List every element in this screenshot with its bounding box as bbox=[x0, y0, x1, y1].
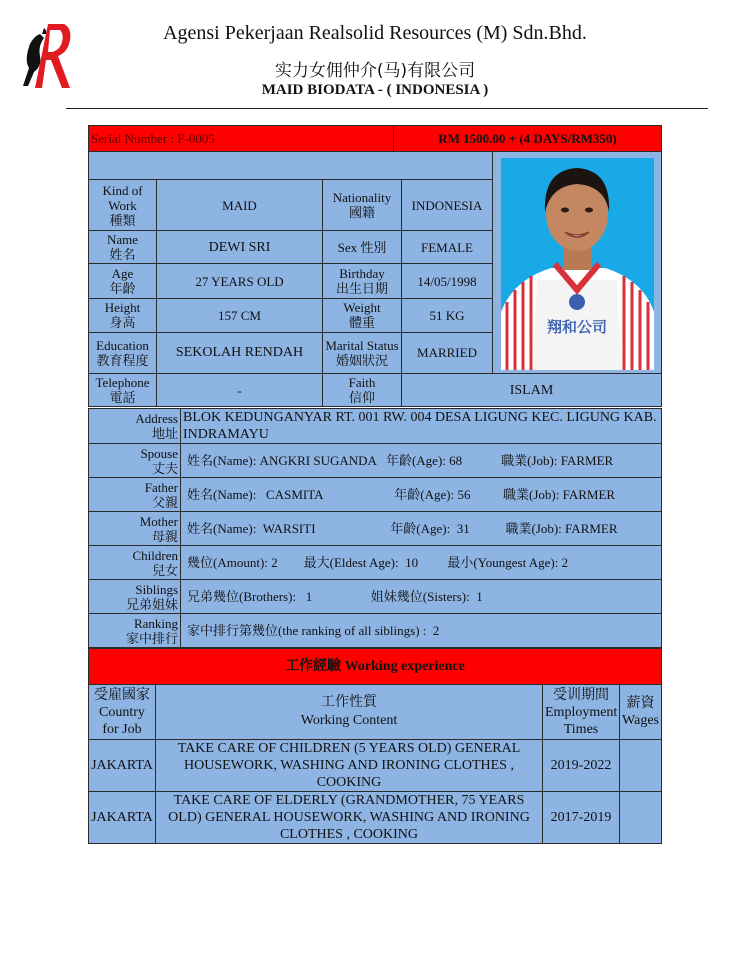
children-value: 幾位(Amount): 2 最大(Eldest Age): 10 最小(Youngest Age): 2 bbox=[181, 546, 662, 580]
telephone-label: Telephone 電話 bbox=[89, 374, 157, 407]
siblings-label: Siblings 兄弟姐妹 bbox=[89, 580, 181, 614]
experience-table bbox=[88, 648, 662, 844]
experience-country: JAKARTA bbox=[89, 740, 156, 792]
sex-value: FEMALE bbox=[402, 231, 493, 264]
siblings-value: 兄弟幾位(Brothers): 1 姐妹幾位(Sisters): 1 bbox=[181, 580, 662, 614]
header-employment-times: 受训期間 Employment Times bbox=[543, 685, 620, 740]
weight-label: Weight 體重 bbox=[323, 298, 402, 332]
serial-bar bbox=[88, 125, 662, 152]
children-label: Children 兒女 bbox=[89, 546, 181, 580]
apron-logo-text: 翔和公司 bbox=[546, 318, 608, 336]
experience-title: 工作經驗 Working experience bbox=[89, 649, 662, 685]
experience-row bbox=[89, 740, 662, 792]
address-label: Address 地址 bbox=[89, 409, 181, 444]
spouse-value: 姓名(Name): ANGKRI SUGANDA 年齡(Age): 68 職業(Job): FARMER bbox=[181, 444, 662, 478]
document-title: MAID BIODATA - ( INDONESIA ) bbox=[261, 82, 489, 98]
header-working-content: 工作性質 Working Content bbox=[156, 685, 543, 740]
experience-country: JAKARTA bbox=[89, 792, 156, 844]
profile-blank-row bbox=[89, 152, 493, 180]
experience-row bbox=[89, 792, 662, 844]
price: RM 1500.00 + (4 DAYS/RM350) bbox=[394, 126, 662, 152]
faith-label: Faith 信仰 bbox=[323, 374, 402, 407]
name-value: DEWI SRI bbox=[157, 231, 323, 264]
experience-times: 2017-2019 bbox=[543, 792, 620, 844]
height-label: Height 身高 bbox=[89, 298, 157, 332]
header-divider bbox=[66, 108, 708, 109]
maid-photo bbox=[493, 152, 662, 373]
experience-wages bbox=[620, 792, 662, 844]
mother-label: Mother 母親 bbox=[89, 512, 181, 546]
header-country: 受雇國家 Country for Job bbox=[89, 685, 156, 740]
experience-times: 2019-2022 bbox=[543, 740, 620, 792]
kind-of-work-label: Kind of Work 種類 bbox=[89, 180, 157, 231]
ranking-label: Ranking 家中排行 bbox=[89, 614, 181, 648]
name-label: Name 姓名 bbox=[89, 231, 157, 264]
nationality-value: INDONESIA bbox=[402, 180, 493, 231]
height-value: 157 CM bbox=[157, 298, 323, 332]
marital-status-value: MARRIED bbox=[402, 332, 493, 373]
education-label: Education 教育程度 bbox=[89, 332, 157, 373]
kind-of-work-value: MAID bbox=[157, 180, 323, 231]
experience-content: TAKE CARE OF ELDERLY (GRANDMOTHER, 75 YEARS OLD) GENERAL HOUSEWORK, WASHING AND IRONING CLOTHES , COOKING bbox=[156, 792, 543, 844]
serial-number: Serial Number : F-0005 bbox=[89, 126, 394, 152]
experience-content: TAKE CARE OF CHILDREN (5 YEARS OLD) GENERAL HOUSEWORK, WASHING AND IRONING CLOTHES , COOKING bbox=[156, 740, 543, 792]
mother-value: 姓名(Name): WARSITI 年齡(Age): 31 職業(Job): FARMER bbox=[181, 512, 662, 546]
family-table bbox=[88, 408, 662, 648]
birthday-label: Birthday 出生日期 bbox=[323, 264, 402, 298]
marital-status-label: Marital Status 婚姻狀況 bbox=[323, 332, 402, 373]
education-value: SEKOLAH RENDAH bbox=[157, 332, 323, 373]
experience-wages bbox=[620, 740, 662, 792]
sex-label: Sex 性別 bbox=[323, 231, 402, 264]
weight-value: 51 KG bbox=[402, 298, 493, 332]
father-label: Father 父親 bbox=[89, 478, 181, 512]
address-value: BLOK KEDUNGANYAR RT. 001 RW. 004 DESA LIGUNG KEC. LIGUNG KAB. INDRAMAYU bbox=[181, 409, 662, 444]
father-value: 姓名(Name): CASMITA 年齡(Age): 56 職業(Job): FARMER bbox=[181, 478, 662, 512]
faith-value: ISLAM bbox=[402, 374, 662, 407]
spouse-label: Spouse 丈夫 bbox=[89, 444, 181, 478]
profile-photo-cell bbox=[493, 152, 662, 374]
company-name-chinese: 实力女佣仲介(马)有限公司 bbox=[274, 61, 476, 81]
age-value: 27 YEARS OLD bbox=[157, 264, 323, 298]
company-name: Agensi Pekerjaan Realsolid Resources (M) Sdn.Bhd. bbox=[163, 22, 587, 44]
header-wages: 薪資 Wages bbox=[620, 685, 662, 740]
profile-table bbox=[88, 151, 662, 407]
birthday-value: 14/05/1998 bbox=[402, 264, 493, 298]
ranking-value: 家中排行第幾位(the ranking of all siblings) : 2 bbox=[181, 614, 662, 648]
nationality-label: Nationality 國籍 bbox=[323, 180, 402, 231]
age-label: Age 年齡 bbox=[89, 264, 157, 298]
company-logo bbox=[20, 22, 72, 92]
telephone-value: - bbox=[157, 374, 323, 407]
